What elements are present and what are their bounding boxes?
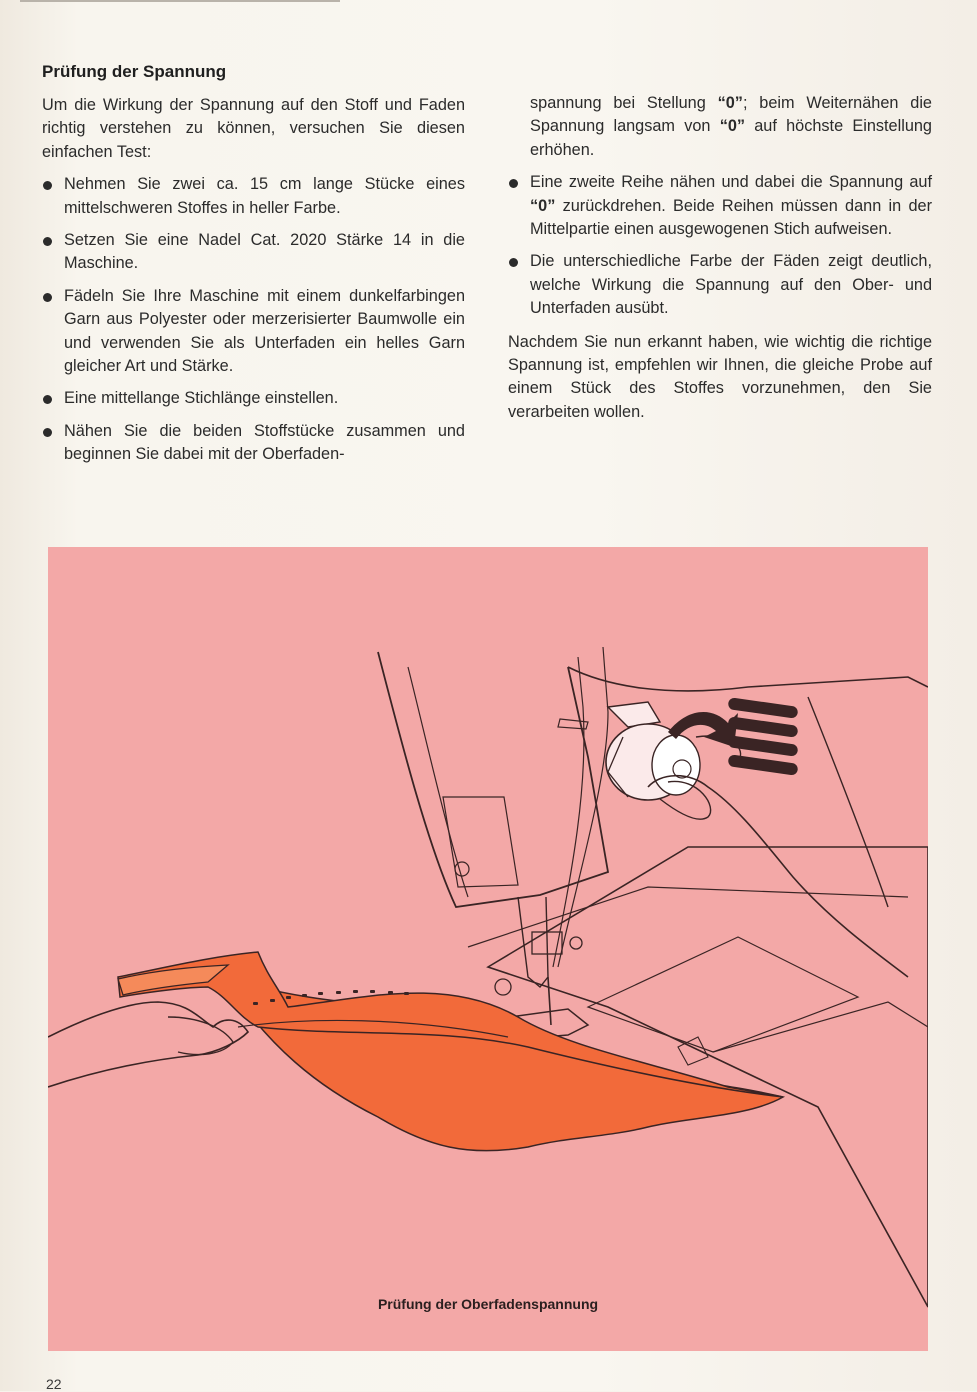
left-column [42,94,465,467]
needle [548,977,551,1025]
list-item: Eine zweite Reihe nähen und dabei die Spannung auf “0” zurückdrehen. Beide Reihen müssen dann in der Mittelpartie einen ausgewogenen Stich aufweisen. [508,171,932,241]
instruction-list [42,173,465,466]
list-item: Nähen Sie die beiden Stoffstücke zusammen und beginnen Sie dabei mit der Oberfaden- [42,420,465,467]
list-item: Setzen Sie eine Nadel Cat. 2020 Stärke 14 in die Maschine. [42,229,465,276]
list-item: Fädeln Sie Ihre Maschine mit einem dunkelfarbingen Garn aus Polyester oder merzerisierter Baumwolle ein und verwenden Sie als Unterfaden ein helles Garn gleicher Art und Stärke. [42,285,465,379]
machine-head [378,652,608,907]
foot-screw-icon [495,979,511,995]
bullet-icon [509,179,518,188]
right-hand-outline [648,776,908,977]
clamp-screw-icon [570,937,582,949]
head-face-plate [443,797,518,887]
closing-paragraph: Nachdem Sie nun erkannt haben, wie wichtig die richtige Spannung ist, empfehlen wir Ihnen, die gleiche Probe auf einem Stück des Stoffes vorzunehmen, den Sie verarbeiten wollen. [508,332,932,421]
continuation-paragraph: spannung bei Stellung “0”; beim Weiternähen die Spannung langsam von “0” auf höchste Einstellung erhöhen. [530,94,932,159]
left-hand-outline [48,1002,248,1087]
top-rule [20,0,340,2]
fabric-bottom [223,977,783,1151]
bullet-icon [43,293,52,302]
arm-right-edge [808,697,888,907]
illustration-panel [48,547,928,1351]
bed-front-edge [713,1002,928,1052]
sewing-illustration [48,547,928,1351]
arm-top [568,667,928,691]
bullet-icon [43,428,52,437]
bullet-icon [43,395,52,404]
right-column [508,92,932,424]
figure-caption: Prüfung der Oberfadenspannung [377,1296,599,1312]
list-item: Eine mittellange Stichlänge einstellen. [42,387,465,410]
instruction-list-continued [508,171,932,320]
list-item: Nehmen Sie zwei ca. 15 cm lange Stücke eines mittelschweren Stoffes in heller Farbe. [42,173,465,220]
bullet-icon [509,258,518,267]
intro-paragraph: Um die Wirkung der Spannung auf den Stoff und Faden richtig verstehen zu können, versuchen Sie diesen einfachen Test: [42,96,465,161]
page-number: 22 [46,1376,62,1392]
list-item: Die unterschiedliche Farbe der Fäden zeigt deutlich, welche Wirkung die Spannung auf den Ober- und Unterfaden ausübt. [508,250,932,320]
bullet-icon [43,181,52,190]
slide-plate [588,937,858,1052]
face-plate-screw-icon [455,862,469,876]
section-heading: Prüfung der Spannung [42,62,227,81]
bullet-icon [43,237,52,246]
vent-slots [728,697,799,776]
left-hand-thumb [168,1017,233,1055]
upper-thread-2 [558,647,608,967]
needle-bar [518,897,548,987]
